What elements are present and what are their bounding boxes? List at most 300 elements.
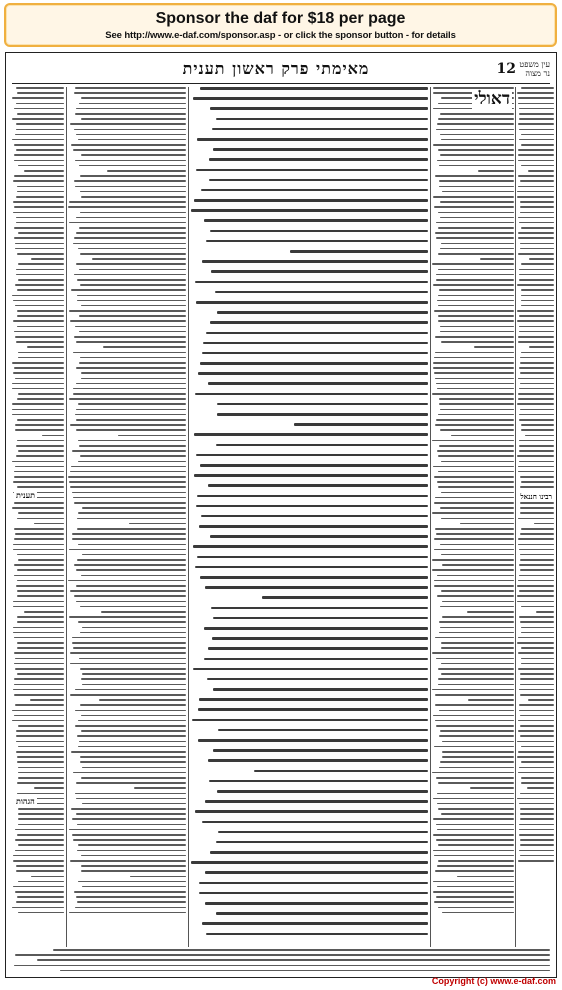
text-line	[69, 398, 186, 400]
text-line	[520, 559, 554, 561]
text-line	[440, 248, 514, 250]
sponsor-banner[interactable]	[4, 3, 557, 47]
text-line	[210, 321, 428, 324]
text-line	[434, 357, 514, 359]
text-line	[15, 839, 64, 841]
text-line	[17, 580, 64, 582]
text-line	[69, 616, 186, 618]
text-line	[520, 362, 554, 364]
text-line	[74, 595, 186, 597]
text-line	[81, 575, 186, 577]
text-line	[211, 270, 428, 273]
text-line	[201, 515, 428, 518]
text-line	[79, 331, 186, 333]
text-line	[520, 673, 554, 675]
text-line	[76, 367, 186, 369]
text-line	[191, 209, 428, 212]
text-line	[16, 217, 64, 219]
text-line	[254, 770, 428, 773]
text-line	[70, 694, 186, 696]
text-line	[432, 263, 514, 265]
text-line	[520, 533, 554, 535]
text-line	[433, 362, 514, 364]
text-line	[217, 790, 428, 793]
text-line	[437, 481, 514, 483]
text-line	[519, 689, 554, 691]
text-line	[213, 617, 428, 620]
text-line	[527, 787, 554, 789]
text-line	[216, 912, 428, 915]
text-line	[440, 627, 514, 629]
text-line	[81, 715, 186, 717]
text-line	[15, 429, 64, 431]
text-line	[202, 922, 428, 925]
text-line	[14, 575, 64, 577]
text-line	[436, 419, 514, 421]
text-line	[18, 808, 64, 810]
text-line	[17, 761, 64, 763]
text-line	[433, 196, 514, 198]
text-line	[521, 295, 554, 297]
text-line	[433, 284, 514, 286]
text-line	[82, 673, 186, 675]
text-line	[213, 688, 428, 691]
text-line	[441, 461, 514, 463]
text-line	[82, 507, 186, 509]
text-line	[77, 824, 186, 826]
text-line	[437, 829, 514, 831]
text-line	[212, 637, 428, 640]
text-line	[12, 720, 64, 722]
text-line	[216, 841, 428, 844]
text-line	[202, 352, 428, 355]
text-line	[434, 901, 514, 903]
text-line	[16, 274, 64, 276]
text-line	[216, 444, 428, 447]
text-line	[14, 564, 64, 566]
text-line	[520, 554, 554, 556]
text-line	[74, 336, 186, 338]
text-line	[519, 440, 554, 442]
text-line	[521, 481, 554, 483]
text-line	[438, 668, 514, 670]
text-line	[438, 684, 514, 686]
text-line	[72, 818, 186, 820]
text-line	[210, 230, 428, 233]
text-line	[521, 134, 554, 136]
sponsor-subtitle[interactable]: See http://www.e-daf.com/sponsor.asp - or click the sponsor button - for details	[105, 30, 456, 41]
text-line	[12, 414, 64, 416]
text-line	[520, 813, 554, 815]
text-line	[73, 243, 186, 245]
text-line	[16, 341, 64, 343]
text-line	[435, 175, 514, 177]
text-line	[520, 512, 554, 514]
text-line	[438, 269, 514, 271]
text-line	[74, 564, 186, 566]
text-line	[521, 658, 554, 660]
section-label-rabbeinu-chananel: רבינו חננאל	[520, 492, 552, 501]
text-line	[80, 668, 186, 670]
text-line	[518, 149, 554, 151]
text-line	[432, 652, 514, 654]
text-line	[76, 585, 186, 587]
text-line	[434, 310, 514, 312]
text-line	[77, 901, 186, 903]
text-line	[82, 886, 186, 888]
text-line	[521, 663, 554, 665]
text-line	[18, 559, 64, 561]
text-line	[433, 367, 514, 369]
text-line	[74, 92, 186, 94]
text-line	[442, 756, 514, 758]
text-line	[520, 808, 554, 810]
text-line	[441, 813, 514, 815]
text-line	[74, 274, 186, 276]
text-line	[17, 595, 64, 597]
text-line	[70, 424, 186, 426]
text-line	[17, 673, 64, 675]
text-line	[294, 423, 428, 426]
text-line	[18, 767, 64, 769]
text-line	[16, 735, 64, 737]
text-line	[34, 787, 64, 789]
text-line	[440, 201, 514, 203]
text-line	[17, 642, 64, 644]
text-line	[460, 523, 514, 525]
text-line	[202, 821, 428, 824]
text-line	[216, 118, 428, 121]
text-line	[217, 311, 428, 314]
text-line	[14, 206, 64, 208]
text-line	[195, 281, 428, 284]
text-line	[437, 803, 514, 805]
text-line	[439, 767, 514, 769]
text-line	[70, 860, 186, 862]
text-line	[519, 419, 554, 421]
text-line	[70, 320, 186, 322]
text-line	[521, 606, 554, 608]
text-line	[193, 545, 428, 548]
text-line	[521, 782, 554, 784]
text-line	[434, 580, 514, 582]
text-line	[433, 881, 514, 883]
text-line	[438, 320, 514, 322]
text-line	[521, 289, 554, 291]
text-line	[78, 746, 186, 748]
text-line	[436, 383, 514, 385]
text-line	[16, 149, 64, 151]
text-line	[441, 673, 514, 675]
text-line	[434, 585, 514, 587]
text-line	[208, 382, 428, 385]
text-line	[71, 144, 186, 146]
text-line	[14, 237, 64, 239]
text-line	[79, 445, 186, 447]
text-line	[529, 346, 554, 348]
text-line	[75, 87, 186, 89]
text-line	[80, 455, 186, 457]
section-label-taanit: תענית	[16, 490, 35, 500]
text-line	[435, 497, 514, 499]
text-line	[436, 533, 514, 535]
text-line	[467, 611, 514, 613]
text-line	[15, 850, 64, 852]
text-line	[213, 148, 428, 151]
text-line	[437, 886, 514, 888]
text-line	[439, 165, 514, 167]
text-line	[521, 300, 554, 302]
text-line	[441, 647, 514, 649]
text-line	[14, 367, 64, 369]
text-line	[13, 201, 64, 203]
text-line	[518, 217, 554, 219]
right-margin-text	[517, 87, 554, 947]
text-line	[80, 212, 186, 214]
text-line	[519, 549, 554, 551]
text-line	[206, 240, 428, 243]
text-line	[79, 165, 186, 167]
text-line	[17, 253, 64, 255]
text-line	[518, 471, 554, 473]
text-line	[519, 269, 554, 271]
text-line	[518, 544, 554, 546]
text-line	[73, 352, 186, 354]
text-line	[196, 505, 428, 508]
text-line	[78, 544, 186, 546]
text-line	[206, 933, 428, 936]
text-line	[434, 538, 514, 540]
text-line	[194, 199, 428, 202]
text-line	[517, 310, 554, 312]
text-line	[17, 486, 64, 488]
text-line	[200, 576, 428, 579]
text-line	[439, 398, 514, 400]
text-line	[432, 772, 514, 774]
text-line	[14, 108, 64, 110]
text-line	[440, 761, 514, 763]
text-line	[518, 253, 554, 255]
text-line	[17, 398, 64, 400]
text-line	[16, 123, 64, 125]
text-line	[18, 772, 64, 774]
text-line	[12, 362, 64, 364]
text-line	[18, 263, 64, 265]
text-line	[80, 191, 186, 193]
ein-mishpat-label: עין משפט נר מצוה	[519, 60, 550, 78]
text-line	[521, 777, 554, 779]
text-line	[14, 715, 64, 717]
text-line	[432, 689, 514, 691]
text-line	[435, 528, 514, 530]
text-line	[439, 289, 514, 291]
text-line	[82, 554, 186, 556]
copyright-notice[interactable]: Copyright (c) www.e-daf.com	[431, 976, 556, 986]
text-line	[15, 284, 64, 286]
text-line	[82, 767, 186, 769]
text-line	[520, 212, 554, 214]
text-line	[442, 601, 514, 603]
text-line	[290, 250, 428, 253]
text-line	[518, 232, 554, 234]
text-line	[24, 611, 64, 613]
text-line	[16, 865, 64, 867]
text-line	[518, 123, 554, 125]
text-line	[438, 471, 514, 473]
text-line	[457, 876, 514, 878]
text-line	[195, 566, 428, 569]
text-line	[75, 725, 186, 727]
gemara-main-text	[190, 87, 428, 947]
tosafot-column	[68, 87, 186, 947]
text-line	[438, 149, 514, 151]
text-line	[77, 850, 186, 852]
text-line	[81, 154, 186, 156]
text-line	[218, 729, 428, 732]
text-line	[519, 564, 554, 566]
text-line	[480, 258, 514, 260]
text-line	[69, 912, 186, 914]
text-line	[437, 575, 514, 577]
text-line	[17, 419, 64, 421]
text-line	[441, 341, 514, 343]
text-line	[519, 590, 554, 592]
text-line	[73, 388, 186, 390]
text-line	[521, 227, 554, 229]
text-line	[78, 461, 186, 463]
text-line	[13, 855, 64, 857]
right-margin-notes	[517, 87, 554, 947]
text-line	[435, 352, 514, 354]
text-line	[24, 170, 64, 172]
text-line	[440, 217, 514, 219]
text-line	[73, 497, 186, 499]
text-line	[76, 813, 186, 815]
text-line	[18, 881, 64, 883]
text-line	[18, 232, 64, 234]
text-line	[72, 492, 186, 494]
gemara-text	[190, 87, 428, 947]
bottom-notes-text	[12, 949, 550, 973]
text-line	[81, 865, 186, 867]
text-line	[70, 652, 186, 654]
text-line	[78, 621, 186, 623]
text-line	[14, 538, 64, 540]
text-line	[432, 512, 514, 514]
text-line	[70, 486, 186, 488]
text-line	[207, 678, 428, 681]
text-line	[16, 269, 64, 271]
text-line	[519, 616, 554, 618]
text-line	[16, 196, 64, 198]
text-line	[440, 113, 514, 115]
text-line	[213, 749, 428, 752]
text-line	[517, 601, 554, 603]
text-line	[438, 860, 514, 862]
text-line	[15, 466, 64, 468]
text-line	[436, 129, 514, 131]
text-line	[81, 777, 186, 779]
text-line	[518, 466, 554, 468]
text-line	[71, 466, 186, 468]
text-line	[435, 637, 514, 639]
text-line	[191, 861, 428, 864]
text-line	[442, 741, 514, 743]
text-line	[440, 331, 514, 333]
text-line	[71, 808, 186, 810]
text-line	[519, 414, 554, 416]
text-line	[440, 507, 514, 509]
text-line	[79, 227, 186, 229]
text-line	[15, 243, 64, 245]
text-line	[18, 824, 64, 826]
text-line	[18, 912, 64, 914]
text-line	[517, 585, 554, 587]
text-line	[76, 263, 186, 265]
text-line	[434, 206, 514, 208]
text-line	[474, 346, 514, 348]
text-line	[73, 149, 186, 151]
text-line	[68, 476, 186, 478]
text-line	[15, 829, 64, 831]
text-line	[517, 196, 554, 198]
text-line	[438, 212, 514, 214]
text-line	[76, 409, 186, 411]
text-line	[438, 414, 514, 416]
text-line	[520, 735, 554, 737]
text-line	[212, 128, 428, 131]
text-line	[441, 492, 514, 494]
text-line	[439, 735, 514, 737]
text-line	[13, 689, 64, 691]
text-line	[519, 834, 554, 836]
text-line	[441, 518, 514, 520]
text-line	[30, 699, 64, 701]
text-line	[434, 746, 514, 748]
text-line	[517, 92, 554, 94]
text-line	[69, 222, 186, 224]
text-line	[13, 372, 64, 374]
text-line	[103, 346, 186, 348]
text-line	[195, 393, 428, 396]
text-line	[199, 892, 428, 895]
text-line	[81, 305, 186, 307]
text-line	[438, 455, 514, 457]
sponsor-title[interactable]: Sponsor the daf for $18 per page	[155, 10, 406, 27]
text-line	[14, 227, 64, 229]
text-line	[13, 180, 64, 182]
text-line	[79, 362, 186, 364]
text-line	[198, 372, 428, 375]
text-line	[441, 663, 514, 665]
text-line	[519, 850, 554, 852]
running-title: מאימתי פרק ראשון תענית	[182, 59, 370, 78]
text-line	[520, 839, 554, 841]
text-line	[74, 129, 186, 131]
text-line	[209, 780, 428, 783]
text-line	[42, 435, 64, 437]
text-line	[76, 601, 186, 603]
text-line	[68, 580, 186, 582]
text-line	[12, 295, 64, 297]
text-line	[434, 502, 514, 504]
text-line	[218, 831, 428, 834]
text-line	[438, 808, 514, 810]
text-line	[520, 372, 554, 374]
text-line	[517, 191, 554, 193]
text-line	[518, 637, 554, 639]
text-line	[70, 123, 186, 125]
